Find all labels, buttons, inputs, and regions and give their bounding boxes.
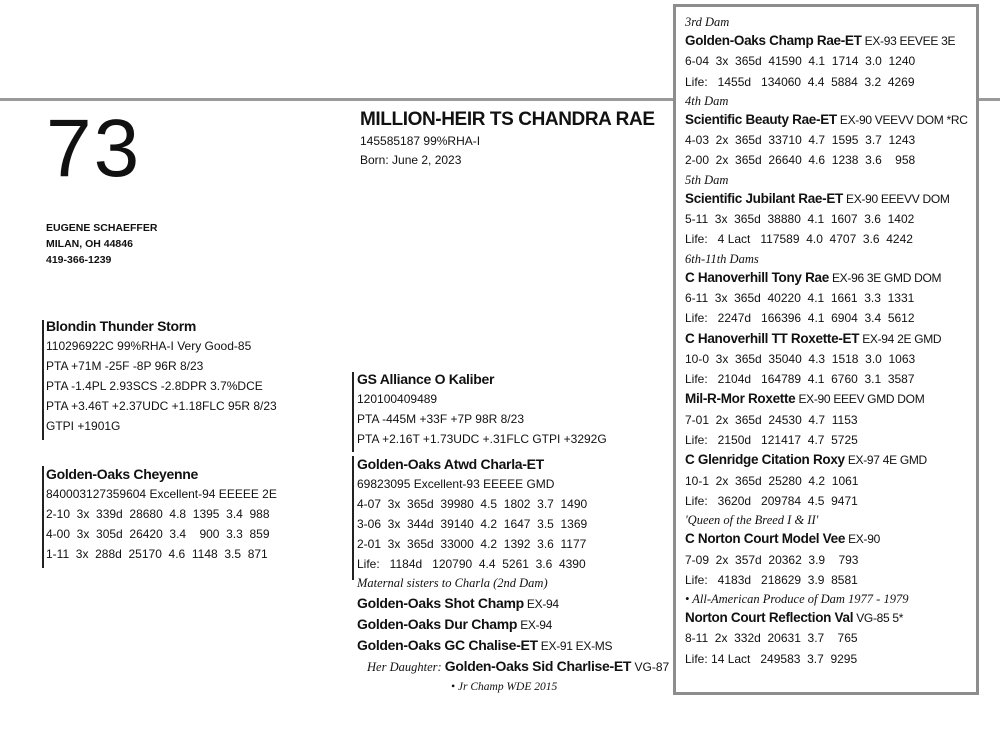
third-dam-name: Golden-Oaks Champ Rae-ET EX-93 EEVEE 3E xyxy=(685,33,956,48)
dam-record: Life: 2150d 121417 4.7 5725 xyxy=(685,433,858,448)
dam-block xyxy=(46,464,277,564)
dam-name: Golden-Oaks Cheyenne xyxy=(46,466,198,482)
maternal-dam-line: 69823095 Excellent-93 EEEEE GMD xyxy=(357,477,555,491)
lot-number: 73 xyxy=(46,103,142,194)
maternal-sire-line: 120100409489 xyxy=(357,392,438,406)
maternal-sister: Golden-Oaks GC Chalise-ET EX-91 EX-MS xyxy=(357,637,613,653)
dam-name: Norton Court Reflection Val VG-85 5* xyxy=(685,610,904,626)
maternal-dam-name: Golden-Oaks Atwd Charla-ET xyxy=(357,456,544,472)
fourth-dam-record: 4-03 2x 365d 33710 4.7 1595 3.7 1243 xyxy=(685,133,916,148)
consignor-city: MILAN, OH 44846 xyxy=(46,238,133,250)
jr-champ-note: • Jr Champ WDE 2015 xyxy=(451,681,558,693)
animal-name: MILLION-HEIR TS CHANDRA RAE xyxy=(360,109,655,130)
sire-name: Blondin Thunder Storm xyxy=(46,318,197,334)
fifth-dam-heading: 5th Dam xyxy=(685,172,729,187)
queen-of-breed-note: 'Queen of the Breed I & II' xyxy=(685,513,819,528)
sire-line: GTPI +1901G xyxy=(46,419,121,433)
dam-lineage-box xyxy=(673,4,979,695)
maternal-sire-line: PTA -445M +33F +7P 98R 8/23 xyxy=(357,412,524,426)
dam-record: 8-11 2x 332d 20631 3.7 765 xyxy=(685,631,858,646)
sire-line: PTA -1.4PL 2.93SCS -2.8DPR 3.7%DCE xyxy=(46,379,263,393)
dam-record: 7-09 2x 357d 20362 3.9 793 xyxy=(685,552,859,567)
dam-record: 10-0 3x 365d 35040 4.3 1518 3.0 1063 xyxy=(685,351,916,366)
fourth-dam-name: Scientific Beauty Rae-ET EX-90 VEEVV DOM *RC xyxy=(685,111,968,127)
maternal-dam-record: 2-01 3x 365d 33000 4.2 1392 3.6 1177 xyxy=(357,537,587,551)
dam-line: 840003127359604 Excellent-94 EEEEE 2E xyxy=(46,487,277,501)
fifth-dam-record: Life: 4 Lact 117589 4.0 4707 3.6 4242 xyxy=(685,232,913,247)
sire-block xyxy=(46,316,277,436)
sire-line: PTA +71M -25F -8P 96R 8/23 xyxy=(46,359,204,373)
maternal-sire-block xyxy=(357,369,607,449)
dam-record: Life: 14 Lact 249583 3.7 9295 xyxy=(685,651,858,666)
dam-record: 1-11 3x 288d 25170 4.6 1148 3.5 871 xyxy=(46,547,268,561)
maternal-dam-record: 3-06 3x 344d 39140 4.2 1647 3.5 1369 xyxy=(357,517,588,531)
dam-record: 10-1 2x 365d 25280 4.2 1061 xyxy=(685,473,859,488)
maternal-dam-bracket xyxy=(352,456,354,580)
dam-bracket xyxy=(42,466,44,568)
fifth-dam-name: Scientific Jubilant Rae-ET EX-90 EEEVV DOM xyxy=(685,190,950,206)
maternal-sire-name: GS Alliance O Kaliber xyxy=(357,371,495,387)
maternal-dam-record: 4-07 3x 365d 39980 4.5 1802 3.7 1490 xyxy=(357,497,588,511)
maternal-sire-bracket xyxy=(352,372,354,452)
third-dam-heading: 3rd Dam xyxy=(685,15,730,29)
fifth-dam-record: 5-11 3x 365d 38880 4.1 1607 3.6 1402 xyxy=(685,212,915,227)
dam-name: C Hanoverhill TT Roxette-ET EX-94 2E GMD xyxy=(685,330,942,346)
animal-header xyxy=(360,108,655,170)
dam-record: Life: 4183d 218629 3.9 8581 xyxy=(685,572,858,587)
dam-name: C Glenridge Citation Roxy EX-97 4E GMD xyxy=(685,452,927,468)
dam-name: C Norton Court Model Vee EX-90 xyxy=(685,531,880,547)
third-dam-record: Life: 1455d 134060 4.4 5884 3.2 4269 xyxy=(685,74,915,89)
consignor-info xyxy=(46,220,157,268)
fourth-dam-record: 2-00 2x 365d 26640 4.6 1238 3.6 958 xyxy=(685,153,916,168)
dam-record: Life: 2247d 166396 4.1 6904 3.4 5612 xyxy=(685,311,915,326)
third-dam-record: 6-04 3x 365d 41590 4.1 1714 3.0 1240 xyxy=(685,54,916,69)
animal-birthdate: Born: June 2, 2023 xyxy=(360,153,462,167)
maternal-sire-line: PTA +2.16T +1.73UDC +.31FLC GTPI +3292G xyxy=(357,432,607,446)
sire-bracket xyxy=(42,320,44,440)
consignor-phone: 419-366-1239 xyxy=(46,254,112,266)
maternal-dam-block xyxy=(357,454,669,697)
maternal-dam-record: Life: 1184d 120790 4.4 5261 3.6 4390 xyxy=(357,557,586,571)
animal-registration: 145585187 99%RHA-I xyxy=(360,134,481,148)
maternal-sisters-heading: Maternal sisters to Charla (2nd Dam) xyxy=(357,576,548,590)
dam-record: 4-00 3x 305d 26420 3.4 900 3.3 859 xyxy=(46,527,270,541)
all-american-note: • All-American Produce of Dam 1977 - 1979 xyxy=(685,592,909,607)
dam-name: Mil-R-Mor Roxette EX-90 EEEV GMD DOM xyxy=(685,391,925,407)
sixth-eleventh-dams-heading: 6th-11th Dams xyxy=(685,251,759,266)
her-daughter-line: Her Daughter: Golden-Oaks Sid Charlise-ET VG-87 xyxy=(367,658,670,674)
consignor-name: EUGENE SCHAEFFER xyxy=(46,222,158,234)
sire-line: 110296922C 99%RHA-I Very Good-85 xyxy=(46,339,252,353)
dam-record: Life: 2104d 164789 4.1 6760 3.1 3587 xyxy=(685,372,915,387)
dam-record: 6-11 3x 365d 40220 4.1 1661 3.3 1331 xyxy=(685,290,915,305)
sire-line: PTA +3.46T +2.37UDC +1.18FLC 95R 8/23 xyxy=(46,399,277,413)
maternal-sister: Golden-Oaks Shot Champ EX-94 xyxy=(357,595,559,611)
dam-record: 7-01 2x 365d 24530 4.7 1153 xyxy=(685,412,858,427)
maternal-sister: Golden-Oaks Dur Champ EX-94 xyxy=(357,616,553,632)
dam-name: C Hanoverhill Tony Rae EX-96 3E GMD DOM xyxy=(685,269,942,285)
fourth-dam-heading: 4th Dam xyxy=(685,93,729,108)
dam-record: Life: 3620d 209784 4.5 9471 xyxy=(685,493,858,508)
dam-record: 2-10 3x 339d 28680 4.8 1395 3.4 988 xyxy=(46,507,270,521)
